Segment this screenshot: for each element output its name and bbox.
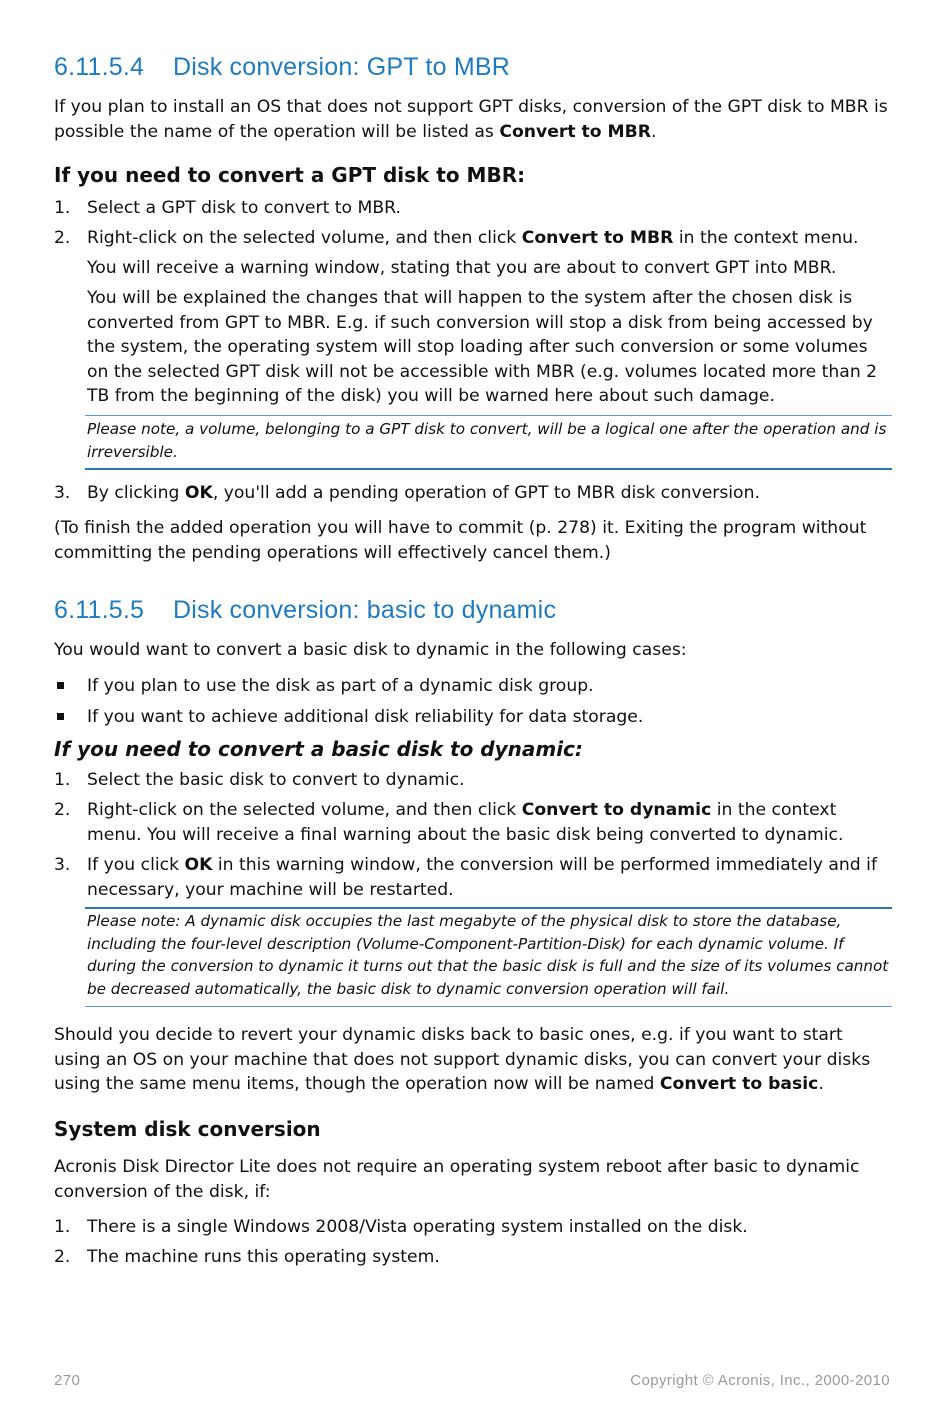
step-text: The machine runs this operating system. bbox=[87, 1247, 440, 1267]
step-text-post: , you'll add a pending operation of GPT to MBR disk conversion. bbox=[212, 483, 760, 503]
bullet-square-icon bbox=[57, 682, 64, 689]
gpt-note-box bbox=[85, 415, 892, 470]
gpt-procedure-heading: If you need to convert a GPT disk to MBR: bbox=[54, 163, 526, 187]
step-number: 1. bbox=[54, 1217, 71, 1237]
footer-copyright: Copyright © Acronis, Inc., 2000-2010 bbox=[630, 1372, 890, 1389]
step-number: 1. bbox=[54, 770, 71, 790]
section-heading-basic-to-dynamic bbox=[54, 596, 556, 625]
step-text-pre: Right-click on the selected volume, and then click bbox=[87, 228, 522, 248]
section-number: 6.11.5.4 bbox=[54, 53, 145, 81]
gpt-intro-bold: Convert to MBR bbox=[499, 121, 651, 142]
step-number: 3. bbox=[54, 483, 71, 503]
step-text bbox=[87, 226, 892, 251]
section-heading-gpt-to-mbr bbox=[54, 53, 510, 82]
step-number: 2. bbox=[54, 1247, 71, 1267]
dynamic-note-box bbox=[85, 907, 892, 1007]
system-conversion-intro: Acronis Disk Director Lite does not require an operating system reboot after basic to dynamic conversion of the disk, if: bbox=[54, 1157, 860, 1202]
step-text-pre: If you click bbox=[87, 855, 185, 875]
step-text-bold: OK bbox=[184, 483, 213, 503]
revert-text: Should you decide to revert your dynamic disks back to basic ones, e.g. if you want to start using an OS on your machine that does not support dynamic disks, you can convert your disks using the same menu items, though the operation now will be named bbox=[54, 1025, 871, 1095]
step-number: 2. bbox=[54, 800, 71, 820]
step-text-bold: OK bbox=[184, 855, 213, 875]
step-text: Select the basic disk to convert to dynamic. bbox=[87, 770, 465, 790]
revert-end: . bbox=[818, 1074, 824, 1095]
gpt-note-text: Please note, a volume, belonging to a GPT disk to convert, will be a logical one after the operation and is irreversible. bbox=[87, 420, 887, 461]
gpt-step-2-explanation: You will be explained the changes that will happen to the system after the chosen disk is converted from GPT to MBR. E.g. if such conversion will stop a disk from being accessed by the system, the operating system will stop loading after such conversion or some volumes on the selected GPT disk will not be accessible with MBR (e.g. volumes located more than 2 TB from the beginning of the disk) you will be warned here about such damage. bbox=[87, 288, 878, 407]
gpt-intro-paragraph bbox=[54, 95, 892, 144]
step-text-post: in the context menu. bbox=[673, 228, 859, 248]
step-text-bold: Convert to MBR bbox=[521, 228, 674, 248]
step-text: Select a GPT disk to convert to MBR. bbox=[87, 198, 401, 218]
step-text bbox=[87, 798, 892, 847]
dynamic-note-text: Please note: A dynamic disk occupies the last megabyte of the physical disk to store the database, including the four-level description (Volume-Component-Partition-Disk) for each dynamic volume. If during the conversion to dynamic it turns out that the basic disk is full and the size of its volumes cannot be decreased automatically, the basic disk to dynamic conversion operation will fail. bbox=[87, 912, 889, 998]
section-title: Disk conversion: basic to dynamic bbox=[173, 596, 557, 624]
step-text-bold: Convert to dynamic bbox=[521, 800, 712, 820]
step-text-pre: By clicking bbox=[87, 483, 185, 503]
bullet-square-icon bbox=[57, 713, 64, 720]
gpt-intro-end: . bbox=[651, 121, 657, 142]
revert-bold: Convert to basic bbox=[659, 1074, 819, 1095]
step-text-post: in the context menu. You will receive a final warning about the basic disk being converted to dynamic. bbox=[87, 800, 844, 845]
step-text: There is a single Windows 2008/Vista operating system installed on the disk. bbox=[87, 1217, 748, 1237]
step-text-post: in this warning window, the conversion will be performed immediately and if necessary, your machine will be restarted. bbox=[87, 855, 877, 900]
dynamic-intro-paragraph: You would want to convert a basic disk to dynamic in the following cases: bbox=[54, 640, 687, 660]
gpt-step-2-warning: You will receive a warning window, stating that you are about to convert GPT into MBR. bbox=[87, 258, 837, 278]
section-number: 6.11.5.5 bbox=[54, 596, 145, 624]
step-number: 2. bbox=[54, 228, 71, 248]
bullet-text: If you plan to use the disk as part of a dynamic disk group. bbox=[87, 676, 594, 696]
step-text bbox=[87, 481, 892, 506]
system-conversion-heading: System disk conversion bbox=[54, 1117, 321, 1141]
footer-page-number: 270 bbox=[54, 1372, 81, 1389]
step-text-pre: Right-click on the selected volume, and then click bbox=[87, 800, 522, 820]
step-number: 3. bbox=[54, 855, 71, 875]
dynamic-procedure-heading: If you need to convert a basic disk to dynamic: bbox=[54, 737, 583, 761]
gpt-intro-text: If you plan to install an OS that does not support GPT disks, conversion of the GPT disk to MBR is possible the name of the operation will be listed as bbox=[54, 97, 888, 142]
step-number: 1. bbox=[54, 198, 71, 218]
revert-paragraph bbox=[54, 1023, 892, 1097]
step-text bbox=[87, 853, 892, 902]
gpt-closing-paragraph: (To finish the added operation you will have to commit (p. 278) it. Exiting the program without committing the pending operations will effectively cancel them.) bbox=[54, 518, 867, 563]
bullet-text: If you want to achieve additional disk reliability for data storage. bbox=[87, 707, 644, 727]
section-title: Disk conversion: GPT to MBR bbox=[173, 53, 510, 81]
